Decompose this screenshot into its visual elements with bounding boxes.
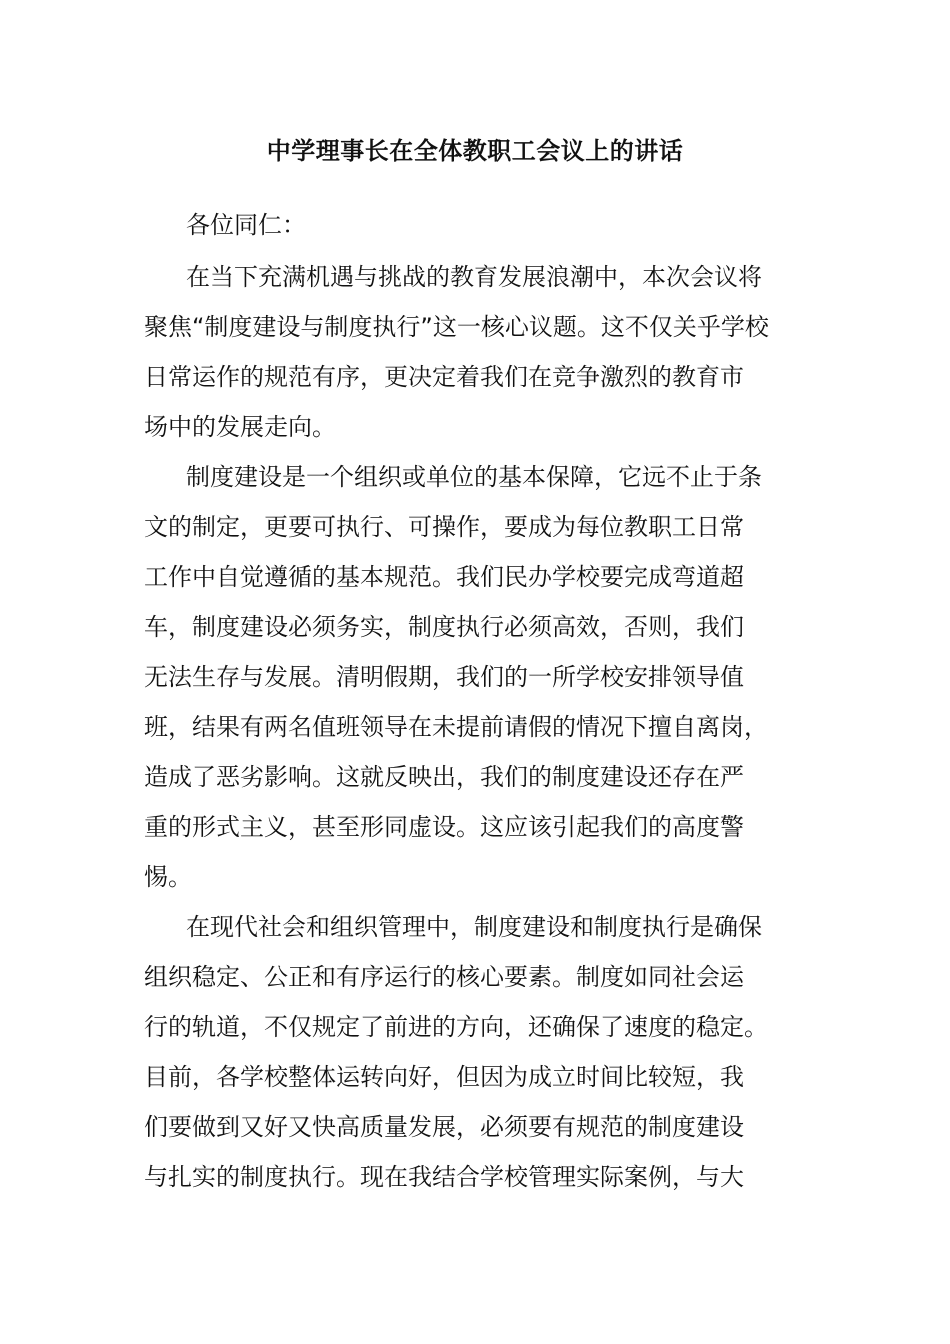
text-line: 日常运作的规范有序，更决定着我们在竞争激烈的教育市	[144, 363, 744, 391]
text-line: 班，结果有两名值班领导在未提前请假的情况下擅自离岗，	[144, 713, 768, 741]
text-line: 工作中自觉遵循的基本规范。我们民办学校要完成弯道超	[144, 563, 744, 591]
text-line: 惕。	[144, 863, 192, 891]
text-line: 车，制度建设必须务实，制度执行必须高效，否则，我们	[144, 613, 744, 641]
text-line: 们要做到又好又快高质量发展，必须要有规范的制度建设	[144, 1113, 744, 1141]
text-line: 造成了恶劣影响。这就反映出，我们的制度建设还存在严	[144, 763, 744, 791]
text-line: 在现代社会和组织管理中，制度建设和制度执行是确保	[186, 913, 762, 941]
text-line: 场中的发展走向。	[144, 413, 336, 441]
paragraph-3	[144, 902, 814, 1202]
text-line: 目前，各学校整体运转向好，但因为成立时间比较短，我	[144, 1063, 744, 1091]
document-title: 中学理事长在全体教职工会议上的讲话	[266, 137, 684, 165]
text-line: 制度建设是一个组织或单位的基本保障，它远不止于条	[186, 463, 762, 491]
text-line: 无法生存与发展。清明假期，我们的一所学校安排领导值	[144, 663, 744, 691]
text-line: 组织稳定、公正和有序运行的核心要素。制度如同社会运	[144, 963, 744, 991]
text-line: 在当下充满机遇与挑战的教育发展浪潮中，本次会议将	[186, 263, 762, 291]
document-body	[144, 252, 814, 1202]
paragraph-1	[144, 252, 814, 452]
text-line: 行的轨道，不仅规定了前进的方向，还确保了速度的稳定。	[144, 1013, 768, 1041]
greeting: 各位同仁：	[186, 211, 306, 239]
text-line: 重的形式主义，甚至形同虚设。这应该引起我们的高度警	[144, 813, 744, 841]
text-line: 文的制定，更要可执行、可操作，要成为每位教职工日常	[144, 513, 744, 541]
text-line: 聚焦“制度建设与制度执行”这一核心议题。这不仅关乎学校	[144, 313, 769, 341]
paragraph-2	[144, 452, 814, 902]
text-line: 与扎实的制度执行。现在我结合学校管理实际案例，与大	[144, 1163, 744, 1191]
